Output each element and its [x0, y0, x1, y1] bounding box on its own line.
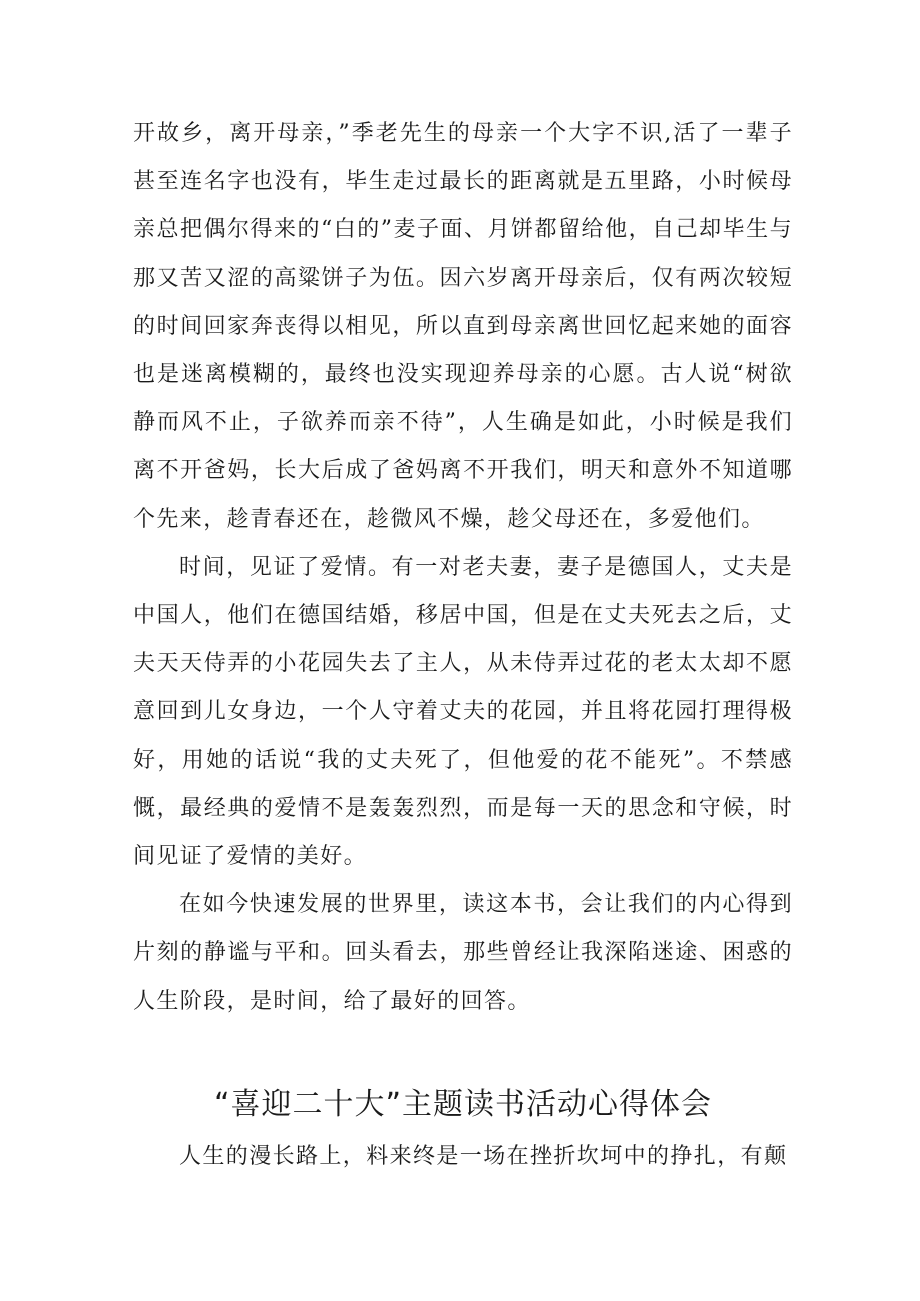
section-heading: “喜迎二十大”主题读书活动心得体会 — [213, 1087, 713, 1122]
paragraph-3: 在如今快速发展的世界里，读这本书，会让我们的内心得到片刻的静谧与平和。回头看去，那些曾经让我深陷迷途、困惑的人生阶段，是时间，给了最好的回答。 — [133, 892, 793, 1014]
paragraph-1: 开故乡，离开母亲，”季老先生的母亲一个大字不识,活了一辈子甚至连名字也没有，毕生走过最长的距离就是五里路，小时候母亲总把偶尔得来的“白的”麦子面、月饼都留给他，自己却毕生与那又苦又涩的高粱饼子为伍。因六岁离开母亲后，仅有两次较短的时间回家奔丧得以相见，所以直到母亲离世回忆起来她的面容也是迷离模糊的，最终也没实现迎养母亲的心愿。古人说“树欲静而风不止，子欲养而亲不待”，人生确是如此，小时候是我们离不开爸妈，长大后成了爸妈离不开我们，明天和意外不知道哪个先来，趁青春还在，趁微风不燥，趁父母还在，多爱他们。 — [133, 121, 793, 532]
paragraph-2: 时间，见证了爱情。有一对老夫妻，妻子是德国人，丈夫是中国人，他们在德国结婚，移居中国，但是在丈夫死去之后，丈夫天天侍弄的小花园失去了主人，从未侍弄过花的老太太却不愿意回到儿女身边，一个人守着丈夫的花园，并且将花园打理得极好，用她的话说“我的丈夫死了，但他爱的花不能死”。不禁感慨，最经典的爱情不是轰轰烈烈，而是每一天的思念和守候，时间见证了爱情的美好。 — [133, 554, 793, 870]
paragraph-4: 人生的漫长路上，料来终是一场在挫折坎坷中的挣扎，有颠 — [179, 1144, 788, 1169]
document-body — [133, 110, 793, 1026]
